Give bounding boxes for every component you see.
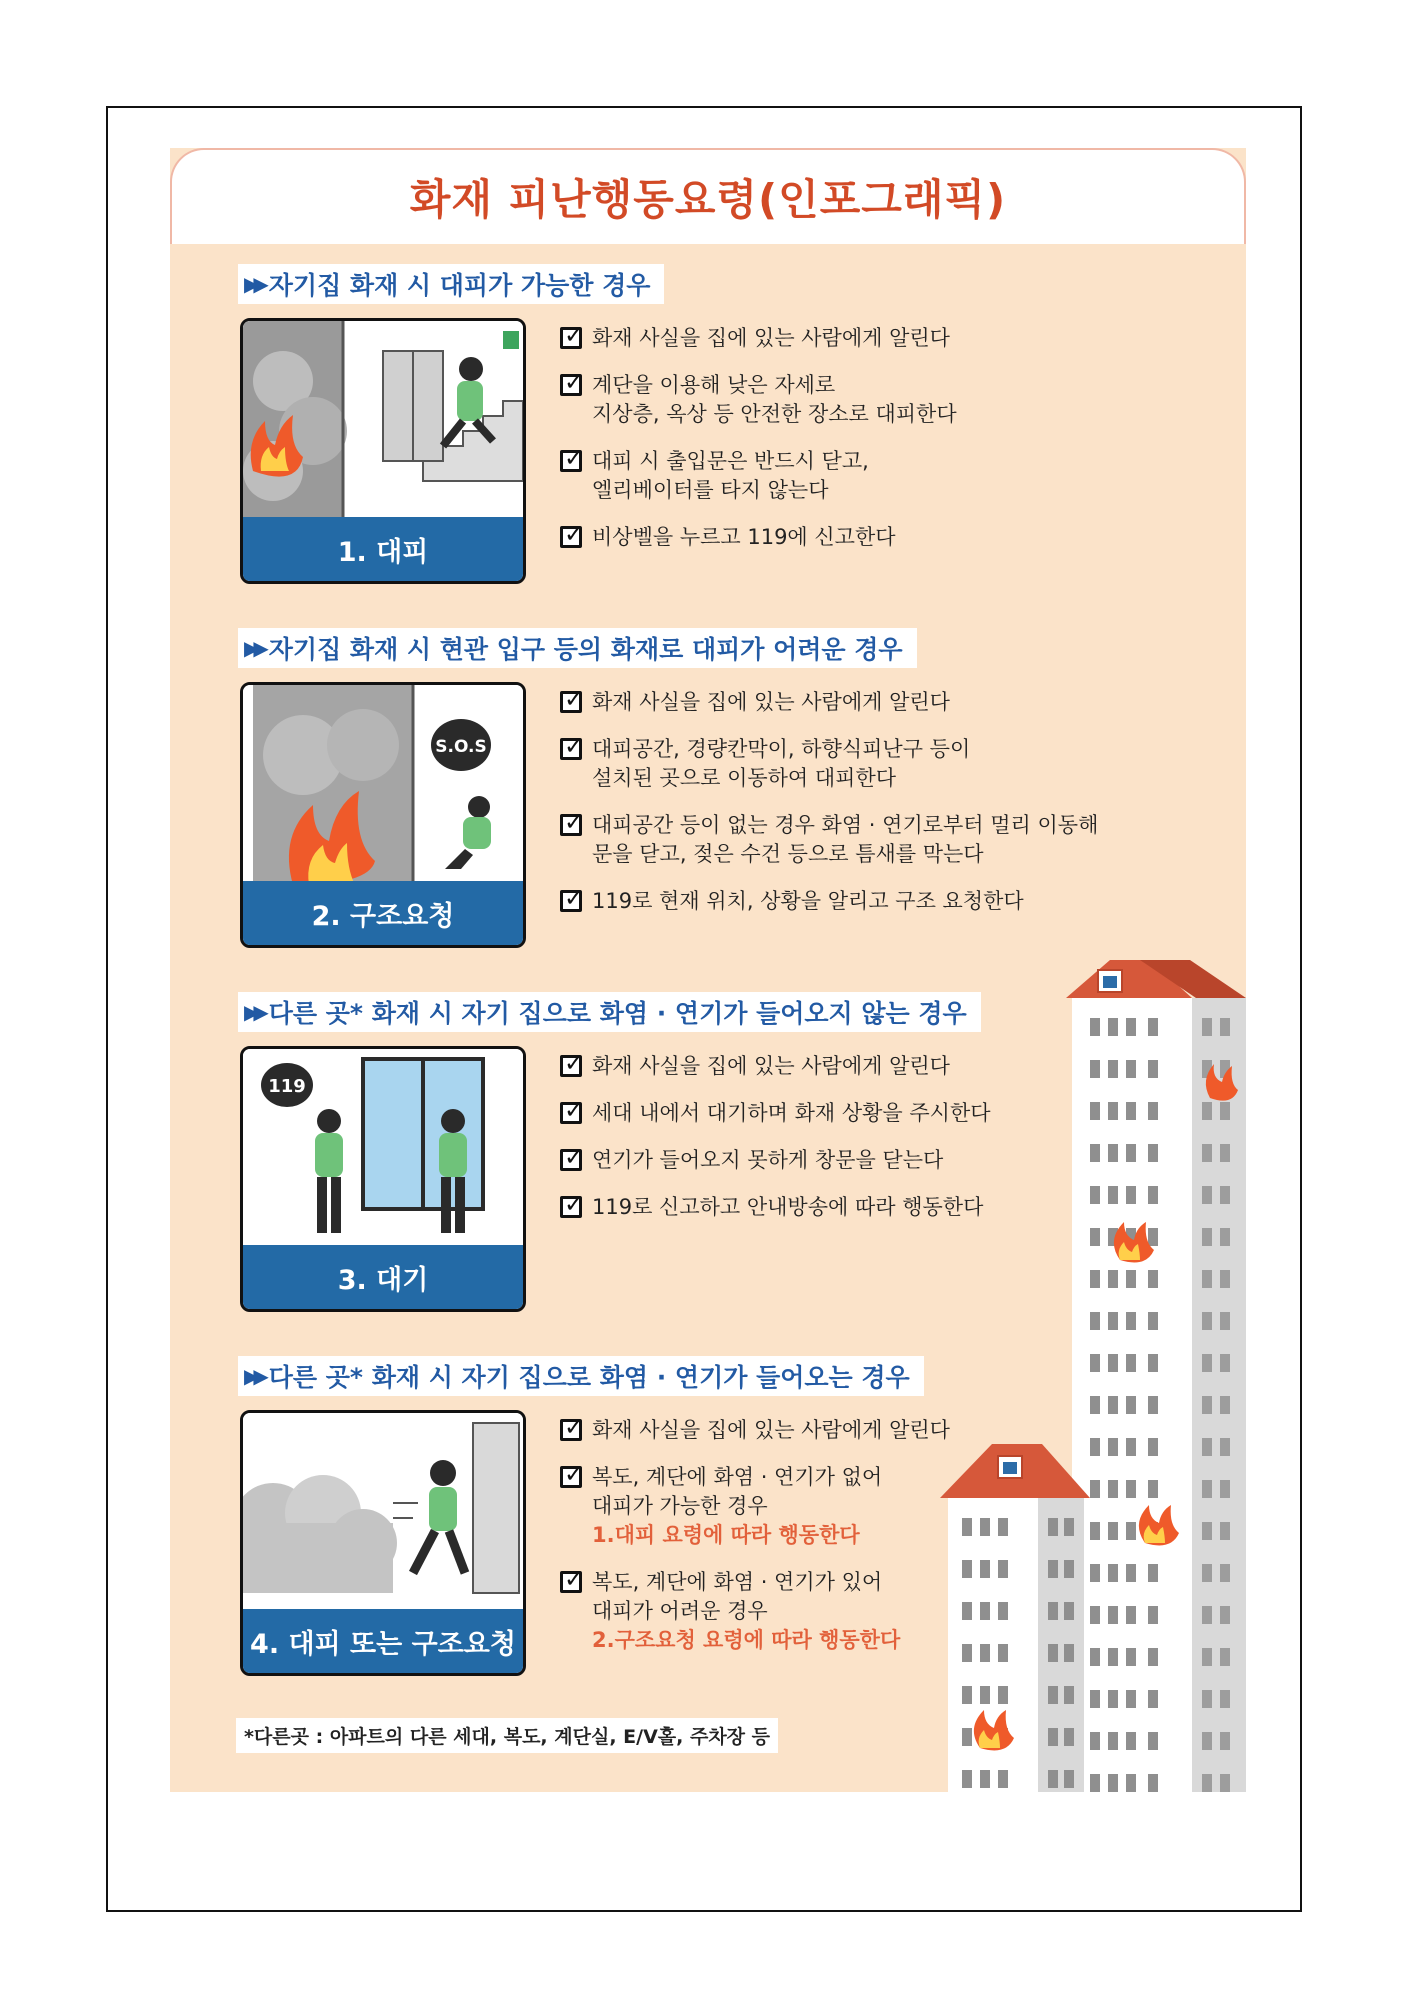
checkbox-icon: [560, 1149, 582, 1171]
checkbox-icon: [560, 738, 582, 760]
panel-label: 1. 대피: [243, 517, 523, 581]
checkbox-icon: [560, 890, 582, 912]
double-arrow-icon: ▶▶: [244, 636, 263, 660]
checklist: [560, 324, 1120, 570]
checkbox-icon: [560, 450, 582, 472]
section-heading: ▶▶ 다른 곳* 화재 시 자기 집으로 화염 · 연기가 들어오는 경우: [238, 1356, 924, 1396]
list-item: ✓ 복도, 계단에 화염 · 연기가 있어 대피가 어려운 경우 2.구조요청 요령에 따라 행동한다: [560, 1568, 1120, 1655]
phone-bubble-text: 119: [268, 1076, 306, 1097]
list-item: ✓ 화재 사실을 집에 있는 사람에게 알린다: [560, 1416, 1120, 1445]
checkbox-icon: [560, 526, 582, 548]
list-item: ✓ 세대 내에서 대기하며 화재 상황을 주시한다: [560, 1099, 1120, 1128]
page-title: 화재 피난행동요령(인포그래픽): [409, 175, 1007, 224]
poster-header: [170, 148, 1246, 244]
checkbox-icon: [560, 327, 582, 349]
double-arrow-icon: ▶▶: [244, 1364, 263, 1388]
checkbox-icon: [560, 691, 582, 713]
section-heading: ▶▶ 다른 곳* 화재 시 자기 집으로 화염 · 연기가 들어오지 않는 경우: [238, 992, 981, 1032]
checklist: [560, 1052, 1120, 1240]
checkbox-icon: [560, 1055, 582, 1077]
illustration-panel-3: [240, 1046, 526, 1312]
checkbox-icon: [560, 1102, 582, 1124]
panel-label: 2. 구조요청: [243, 881, 523, 945]
checklist: [560, 688, 1120, 934]
checkbox-icon: [560, 1571, 582, 1593]
footnote: *다른곳 : 아파트의 다른 세대, 복도, 계단실, E/V홀, 주차장 등: [236, 1718, 778, 1753]
list-item: ✓ 비상벨을 누르고 119에 신고한다: [560, 523, 1120, 552]
evacuation-illustration: [243, 321, 523, 521]
illustration-panel-1: [240, 318, 526, 584]
infographic-poster: [170, 148, 1246, 1792]
list-item: ✓ 대피공간, 경량칸막이, 하향식피난구 등이 설치된 곳으로 이동하여 대피한다: [560, 735, 1120, 793]
list-item: ✓ 화재 사실을 집에 있는 사람에게 알린다: [560, 688, 1120, 717]
list-item: ✓ 화재 사실을 집에 있는 사람에게 알린다: [560, 324, 1120, 353]
rescue-request-illustration: [243, 685, 523, 885]
list-item: ✓ 연기가 들어오지 못하게 창문을 닫는다: [560, 1146, 1120, 1175]
illustration-panel-2: [240, 682, 526, 948]
illustration-panel-4: [240, 1410, 526, 1676]
checkbox-icon: [560, 1466, 582, 1488]
list-item: ✓ 119로 현재 위치, 상황을 알리고 구조 요청한다: [560, 887, 1120, 916]
checkbox-icon: [560, 814, 582, 836]
checkbox-icon: [560, 374, 582, 396]
double-arrow-icon: ▶▶: [244, 272, 263, 296]
list-item: ✓ 대피 시 출입문은 반드시 닫고, 엘리베이터를 타지 않는다: [560, 447, 1120, 505]
list-item: ✓ 복도, 계단에 화염 · 연기가 없어 대피가 가능한 경우 1.대피 요령에 따라 행동한다: [560, 1463, 1120, 1550]
section-heading: ▶▶ 자기집 화재 시 현관 입구 등의 화재로 대피가 어려운 경우: [238, 628, 917, 668]
list-item: ✓ 119로 신고하고 안내방송에 따라 행동한다: [560, 1193, 1120, 1222]
evacuate-or-rescue-illustration: [243, 1413, 523, 1613]
panel-label: 3. 대기: [243, 1245, 523, 1309]
list-item: ✓ 계단을 이용해 낮은 자세로 지상층, 옥상 등 안전한 장소로 대피한다: [560, 371, 1120, 429]
sos-bubble-text: S.O.S: [435, 737, 487, 757]
wait-illustration: [243, 1049, 523, 1249]
double-arrow-icon: ▶▶: [244, 1000, 263, 1024]
list-item: ✓ 대피공간 등이 없는 경우 화염 · 연기로부터 멀리 이동해 문을 닫고, 젖은 수건 등으로 틈새를 막는다: [560, 811, 1120, 869]
checkbox-icon: [560, 1419, 582, 1441]
list-item: ✓ 화재 사실을 집에 있는 사람에게 알린다: [560, 1052, 1120, 1081]
section-heading: ▶▶ 자기집 화재 시 대피가 가능한 경우: [238, 264, 664, 304]
panel-label: 4. 대피 또는 구조요청: [243, 1609, 523, 1673]
checklist: [560, 1416, 1120, 1673]
checkbox-icon: [560, 1196, 582, 1218]
